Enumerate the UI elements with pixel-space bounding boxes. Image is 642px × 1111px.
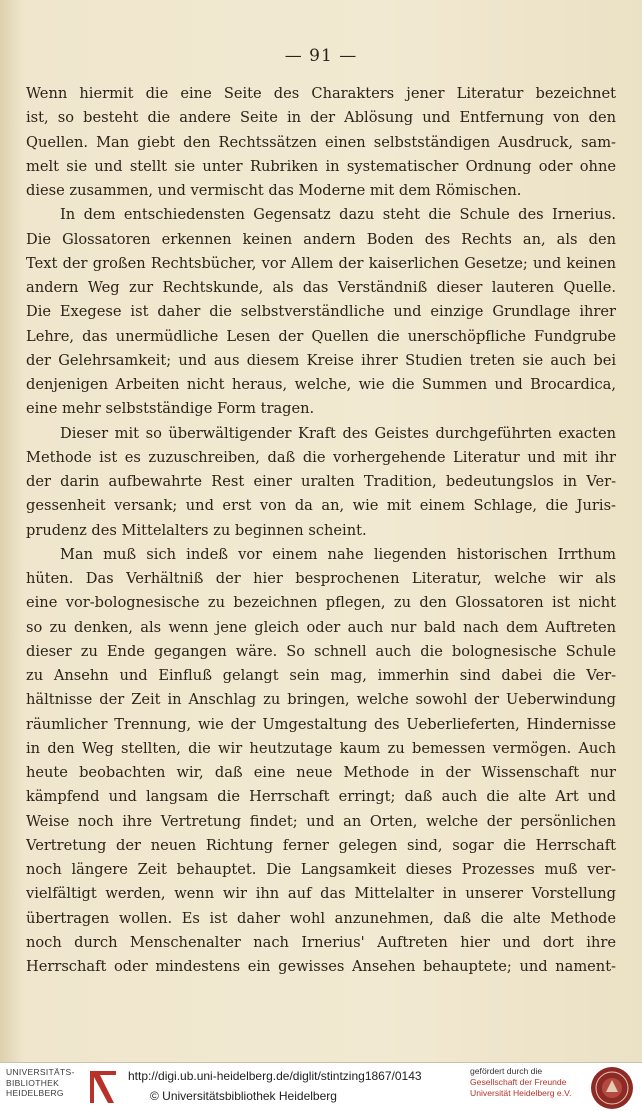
text-line: Die Exegese ist daher die selbstverständliche und einzige Grundlage ihrer xyxy=(26,303,616,321)
copyright-notice: © Universitätsbibliothek Heidelberg xyxy=(150,1089,337,1103)
text-line: dieser zu Ende gegangen wäre. So schnell auch die bolognesische Schule xyxy=(26,642,616,660)
society-seal-icon xyxy=(590,1066,634,1110)
text-line: noch längere Zeit behauptet. Die Langsamkeit dieses Prozesses muß ver- xyxy=(26,861,616,878)
text-line: andern Weg zur Rechtskunde, als das Verständniß dieser lauteren Quelle. xyxy=(26,279,616,296)
text-line: In dem entschiedensten Gegensatz dazu steht die Schule des Irnerius. xyxy=(60,206,616,224)
library-logo-icon xyxy=(86,1067,120,1107)
text-line: Lehre, das unermüdliche Lesen der Quellen die unerschöpfliche Fundgrube xyxy=(26,327,616,345)
text-line: hältnisse der Zeit in Anschlag zu bringen, welche sowohl der Ueberwindung xyxy=(26,691,616,709)
text-line: heute beobachten wir, daß eine neue Methode in der Wissenschaft nur xyxy=(26,764,616,781)
text-line: Die Glossatoren erkennen keinen andern Boden des Rechts an, als den xyxy=(26,230,616,248)
text-line: der darin aufbewahrte Rest einer uralten Tradition, bedeutungslos in Ver- xyxy=(26,473,616,490)
text-line: so zu denken, als wenn jene gleich oder auch nur bald nach dem Auftreten xyxy=(26,618,616,636)
text-line: Dieser mit so überwältigender Kraft des Geistes durchgeführten exacten xyxy=(60,424,616,442)
text-line: Man muß sich indeß vor einem nahe liegenden historischen Irrthum xyxy=(60,545,616,563)
text-line: diese zusammen, und vermischt das Moderne mit dem Römischen. xyxy=(26,182,522,199)
text-line: kämpfend und langsam die Herrschaft erringt; daß auch die alte Art und xyxy=(26,788,616,806)
digitization-footer xyxy=(0,1062,642,1111)
text-line: noch durch Menschenalter nach Irnerius' Auftreten hier und dort ihre xyxy=(26,933,616,951)
digitization-url[interactable]: http://digi.ub.uni-heidelberg.de/diglit/stintzing1867/0143 xyxy=(128,1069,422,1083)
text-line: Wenn hiermit die eine Seite des Charakters jener Literatur bezeichnet xyxy=(26,85,616,102)
text-line: eine mehr selbstständige Form tragen. xyxy=(26,400,315,418)
page-number: — 91 — xyxy=(284,46,358,66)
text-line: vielfältigt werden, wenn wir ihn auf das Mittelalter in unserer Vorstellung xyxy=(26,885,616,903)
text-line: räumlicher Trennung, wie der Umgestaltung des Ueberlieferten, Hindernisse xyxy=(26,715,616,733)
text-line: denjenigen Arbeiten nicht heraus, welche, wie die Summen und Brocardica, xyxy=(26,376,616,393)
text-line: gessenheit versank; und erst von da an, wie mit einem Schlage, die Juris- xyxy=(26,497,616,515)
text-line: eine vor-bolognesische zu bezeichnen pflegen, zu den Glossatoren ist nicht xyxy=(26,594,616,612)
text-line: in den Weg stellten, die wir heutzutage kaum zu bemessen vermögen. Auch xyxy=(26,739,616,757)
text-line: Methode ist es zuzuschreiben, daß die vorhergehende Literatur und mit ihr xyxy=(26,448,616,466)
sponsor-note: gefördert durch die Gesellschaft der Freunde Universität Heidelberg e.V. xyxy=(470,1066,572,1098)
text-line: übertragen wollen. Es ist daher wohl anzunehmen, daß die alte Methode xyxy=(26,909,616,927)
library-name: UNIVERSITÄTS- BIBLIOTHEK HEIDELBERG xyxy=(6,1067,75,1098)
text-line: melt sie und stellt sie unter Rubriken in systematischer Ordnung oder ohne xyxy=(26,157,616,175)
text-line: Text der großen Rechtsbücher, vor Allem der kaiserlichen Gesetze; und keinen xyxy=(26,254,616,272)
text-line: Vertretung der neuen Richtung ferner gelegen sind, sogar die Herrschaft xyxy=(26,836,616,854)
text-line: der Gelehrsamkeit; und aus diesem Kreise ihrer Studien treten sie auch bei xyxy=(26,351,616,369)
text-line: Herrschaft oder mindestens ein gewisses Ansehen behauptete; und nament- xyxy=(26,958,616,975)
text-line: prudenz des Mittelalters zu beginnen scheint. xyxy=(26,521,367,539)
text-line: Quellen. Man giebt den Rechtssätzen einen selbstständigen Ausdruck, sam- xyxy=(26,133,616,151)
body-text xyxy=(26,82,616,979)
text-line: hüten. Das Verhältniß der hier besprochenen Literatur, welche wir als xyxy=(26,570,616,587)
text-line: zu Ansehn und Einfluß gelangt sein mag, immerhin sind dabei die Ver- xyxy=(26,667,616,684)
text-line: ist, so besteht die andere Seite in der Ablösung und Entfernung von den xyxy=(26,109,616,127)
text-line: Weise noch ihre Vertretung findet; und an Orten, welche der persönlichen xyxy=(26,812,616,830)
